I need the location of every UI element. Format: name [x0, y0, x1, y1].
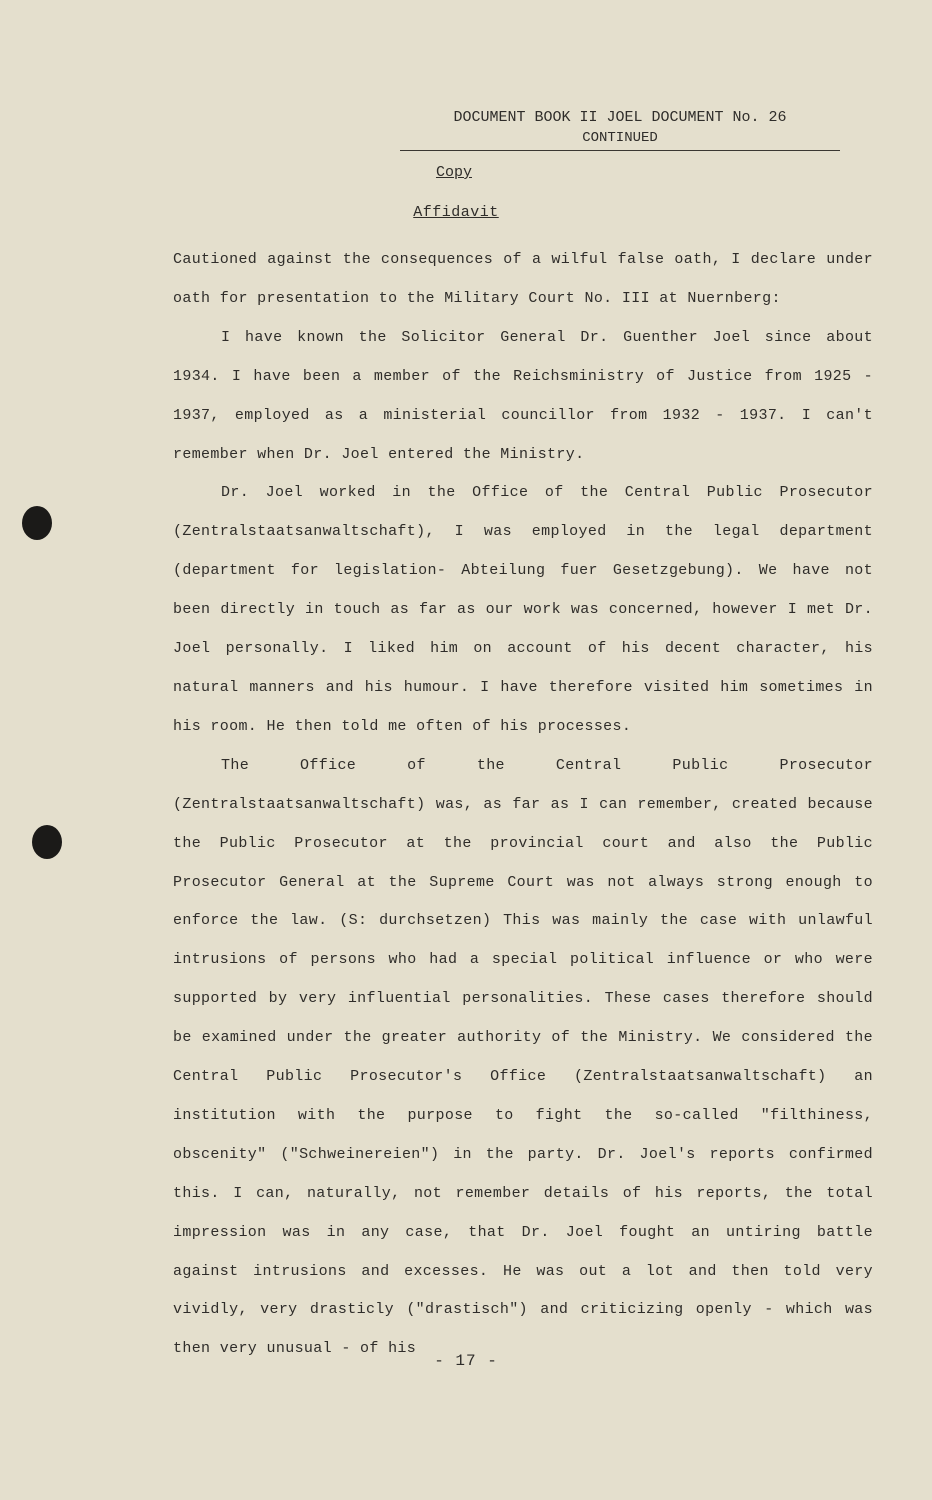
- punch-hole-top: [22, 506, 52, 540]
- header-continued: CONTINUED: [400, 128, 840, 151]
- paragraph-office-work: Dr. Joel worked in the Office of the Central Public Prosecutor (Zentralstaatsanwaltschaft), I was employed in the legal department (department for legislation- Abteilung fuer Gesetzgebung). We have not been directly in touch as far as our work was concerned, however I met Dr. Joel personally. I liked him on account of his decent character, his natural manners and his humour. I have therefore visited him sometimes in his room. He then told me often of his processes.: [173, 484, 873, 735]
- paragraph-known-since: I have known the Solicitor General Dr. Guenther Joel since about 1934. I have been a member of the Reichsministry of Justice from 1925 - 1937, employed as a ministerial councillor from 1932 - 1937. I can't remember when Dr. Joel entered the Ministry.: [173, 328, 873, 463]
- page-title: Affidavit: [413, 204, 499, 221]
- punch-hole-bottom: [32, 825, 62, 859]
- page-number: - 17 -: [434, 1352, 498, 1370]
- document-header: [400, 108, 840, 151]
- paragraph-oath: Cautioned against the consequences of a wilful false oath, I declare under oath for presentation to the Military Court No. III at Nuernberg:: [173, 251, 873, 307]
- copy-label: Copy: [435, 164, 472, 181]
- paragraph-central-prosecutor: The Office of the Central Public Prosecutor (Zentralstaatsanwaltschaft) was, as far as I can remember, created because the Public Prosecutor at the provincial court and also the Public Prosecutor General at the Supreme Court was not always strong enough to enforce the law. (S: durchsetzen) This was mainly the case with unlawful intrusions of persons who had a special political influence or who were supported by very influential personalities. These cases therefore should be examined under the greater authority of the Ministry. We considered the Central Public Prosecutor's Office (Zentralstaatsanwaltschaft) an institution with the purpose to fight the so-called "filthiness, obscenity" ("Schweinereien") in the party. Dr. Joel's reports confirmed this. I can, naturally, not remember details of his reports, the total impression was in any case, that Dr. Joel fought an untiring battle against intrusions and excesses. He was out a lot and then told very vividly, very drasticly ("drastisch") and criticizing openly - which was then very unusual - of his: [173, 756, 873, 1358]
- header-document-reference: DOCUMENT BOOK II JOEL DOCUMENT No. 26: [453, 109, 787, 126]
- affidavit-body: [173, 241, 873, 1369]
